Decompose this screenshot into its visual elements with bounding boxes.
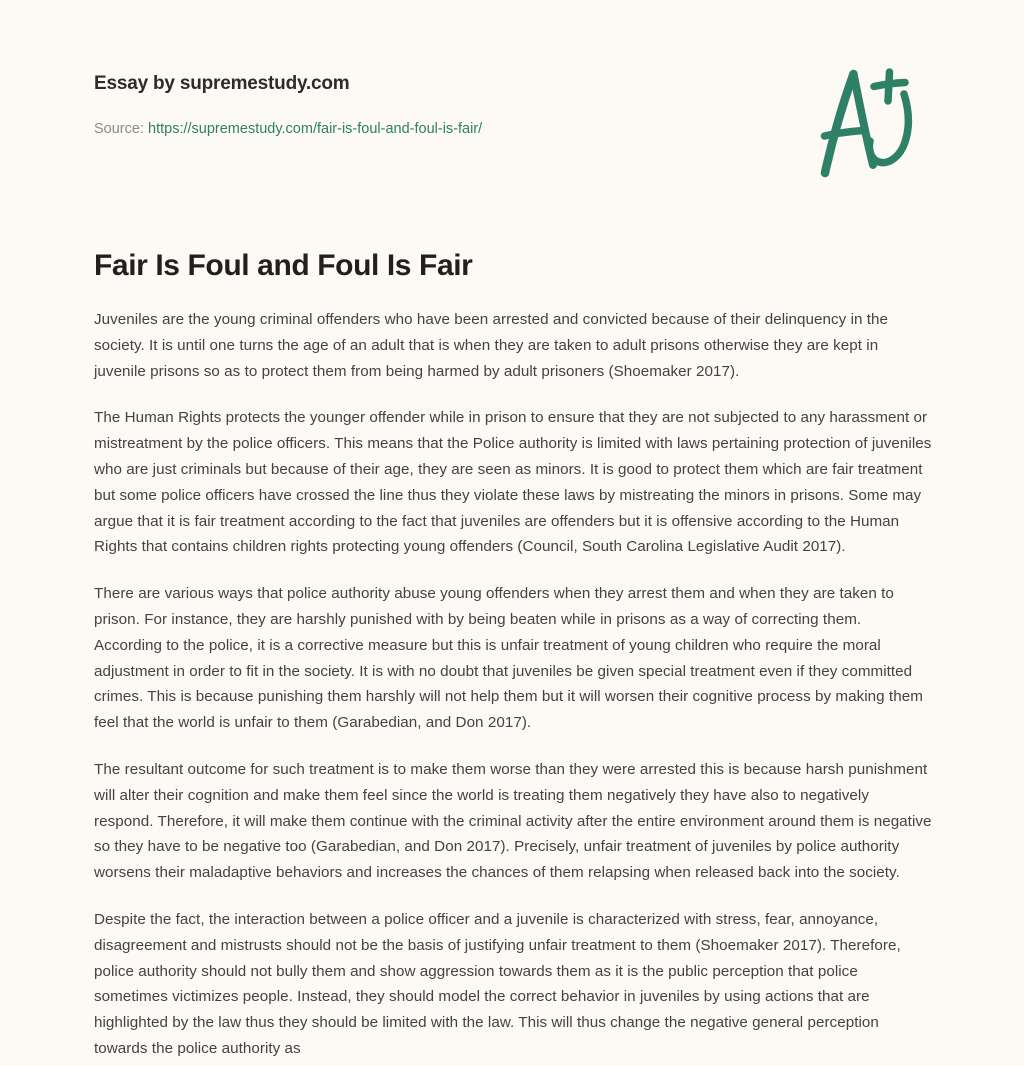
page-title: Fair Is Foul and Foul Is Fair [94, 249, 473, 282]
source-label: Source: [94, 121, 144, 137]
article-paragraph: The resultant outcome for such treatment is to make them worse than they were arrested this is because harsh punishment will alter their cognition and make them feel since the world is treating them negatively they have also to negatively respond. Therefore, it will make them continue with the criminal activity after the entire environment around them is negative so they have to be negative too (Garabedian, and Don 2017). Precisely, unfair treatment of juveniles by police authority worsens their maladaptive behaviors and increases the chances of them relapsing when released back into the society. [94, 760, 932, 882]
article-paragraph: The Human Rights protects the younger offender while in prison to ensure that they are not subjected to any harassment or mistreatment by the police officers. This means that the Police authority is limited with laws pertaining protection of juveniles who are just criminals but because of their age, they are seen as minors. It is good to protect them which are fair treatment but some police officers have crossed the line thus they violate these laws by mistreating the minors in prisons. Some may argue that it is fair treatment according to the fact that juveniles are offenders but it is offensive according to the Human Rights that contains children rights protecting young offenders (Council, South Carolina Legislative Audit 2017). [94, 409, 932, 556]
article-paragraph: Despite the fact, the interaction between a police officer and a juvenile is characterized with stress, fear, annoyance, disagreement and mistrusts should not be the basis of justifying unfair treatment to them (Shoemaker 2017). Therefore, police authority should not bully them and show aggression towards them as it is the public perception that police sometimes victimizes people. Instead, they should model the correct behavior in juveniles by using actions that are highlighted by the law thus they should be limited with the law. This will thus change the negative general perception towards the police authority as [94, 910, 901, 1057]
article-paragraph: Juveniles are the young criminal offenders who have been arrested and convicted because of their delinquency in the society. It is until one turns the age of an adult that is when they are taken to adult prisons otherwise they are kept in juvenile prisons so as to protect them from being harmed by adult prisoners (Shoemaker 2017). [94, 311, 889, 380]
source-url-link[interactable]: https://supremestudy.com/fair-is-foul-and-foul-is-fair/ [148, 121, 483, 137]
page-header [0, 0, 1024, 196]
a-plus-logo-icon [806, 64, 932, 186]
source-line [94, 121, 482, 137]
article-body [94, 307, 932, 1062]
article-paragraph: There are various ways that police authority abuse young offenders when they arrest them and when they are taken to prison. For instance, they are harshly punished with by being beaten while in prisons as a way of correcting them. According to the police, it is a corrective measure but this is unfair treatment of young children who require the moral adjustment in order to fit in the society. It is with no doubt that juveniles be given special treatment even if they committed crimes. This is because punishing them harshly will not help them but it will worsen their cognitive process by making them feel that the world is unfair to them (Garabedian, and Don 2017). [94, 585, 923, 732]
essay-byline: Essay by supremestudy.com [94, 73, 350, 94]
article [94, 247, 932, 1062]
